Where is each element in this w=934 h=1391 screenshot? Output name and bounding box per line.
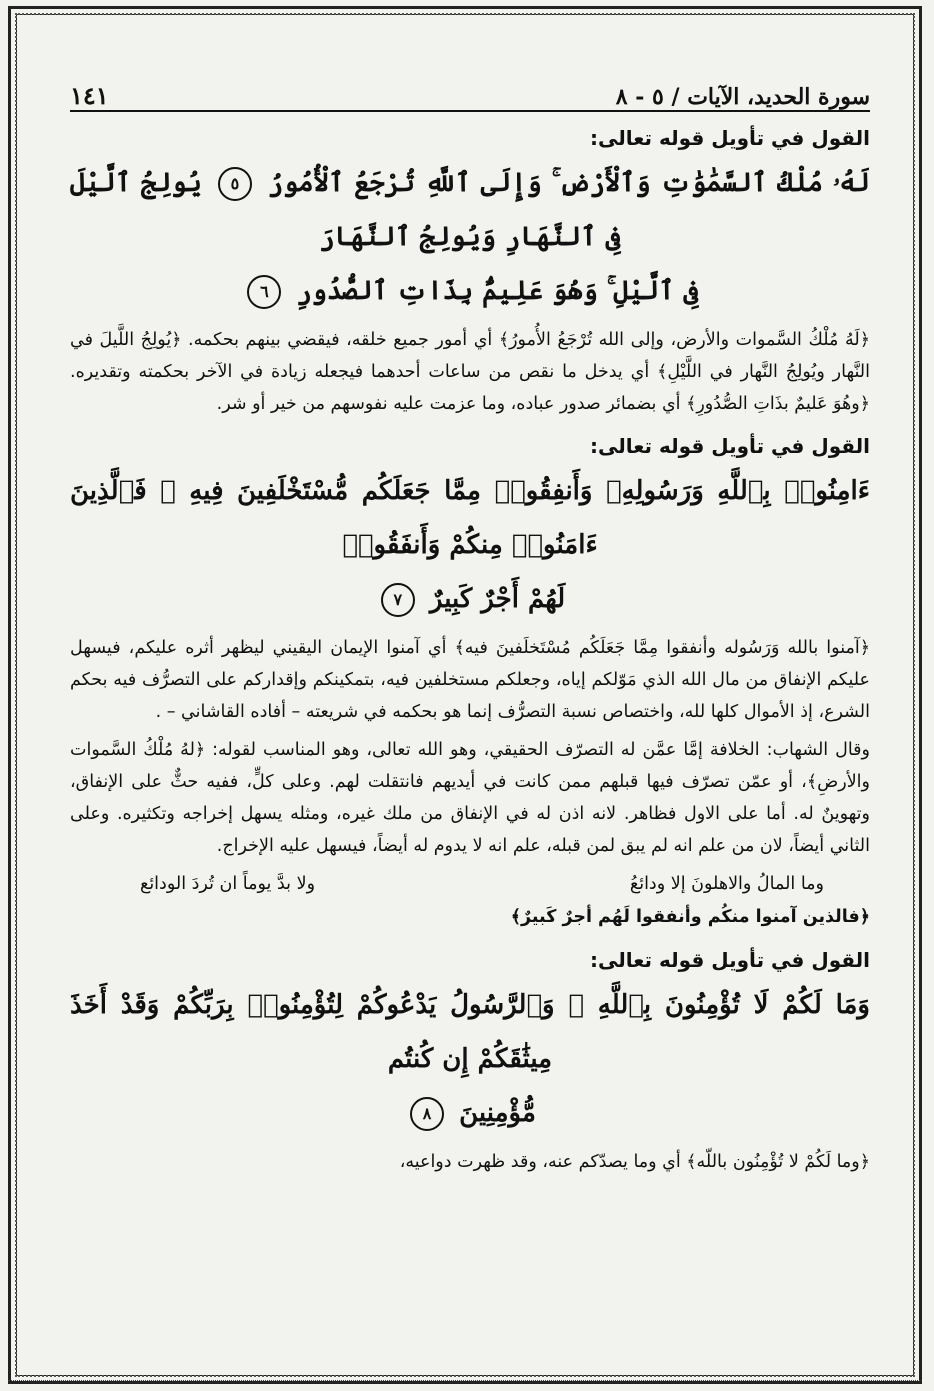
- section-heading: القول في تأويل قوله تعالى:: [590, 434, 870, 458]
- poem-verse: [70, 868, 870, 900]
- quran-verse: [70, 464, 870, 626]
- verse-text: لَهُمْ أَجْرٌ كَبِيرٌ: [429, 584, 566, 614]
- section-heading: القول في تأويل قوله تعالى:: [590, 126, 870, 150]
- verse-number-mark: ٨: [410, 1097, 444, 1131]
- verse-text: ءَامِنُوا۟ بِٱللَّهِ وَرَسُولِهِۦ وَأَنفِقُوا۟ مِمَّا جَعَلَكُم مُّسْتَخْلَفِينَ فِيهِ ۖ فَٱلَّذِينَ ءَامَنُوا۟ مِنكُمْ وَأَنفَقُوا۟: [70, 476, 870, 560]
- quran-verse: [70, 156, 870, 318]
- poem-first-hemistich: وما المالُ والاهلونَ إلا ودائعُ: [629, 874, 824, 894]
- page-content: [70, 62, 870, 1184]
- verse-number-mark: ٥: [218, 167, 252, 201]
- verse-text: وَمَا لَكُمْ لَا تُؤْمِنُونَ بِٱللَّهِ ۙ وَٱلرَّسُولُ يَدْعُوكُمْ لِتُؤْمِنُوا۟ بِرَبِّكُمْ وَقَدْ أَخَذَ مِيثَٰقَكُمْ إِن كُنتُم: [70, 990, 870, 1074]
- verse-number-mark: ٧: [381, 583, 415, 617]
- tafsir-paragraph: ﴿آمنوا بالله وَرَسُوله وأنفقوا مِمَّا جَعَلَكُم مُسْتَخلَفينَ فيه﴾ أي آمنوا الإيمان اليقيني ليظهر أثره عليكم، فيسهل عليكم الإنفاق من مال الله الذي مَوّلكم إياه، وجعلكم مستخلفين فيه، بتمكينكم وإقداركم على التصرُّف فيه بحكم الشرع، إذ الأموال كلها لله، واختصاص نسبة التصرُّف إنما هو بحكمه في شريعته – أفاده القاشاني – .: [70, 638, 870, 722]
- quran-verse: [70, 978, 870, 1140]
- verse-text: لَهُۥ مُلْكُ ٱلسَّمَٰوَٰتِ وَٱلْأَرْضِ ۚ وَإِلَى ٱللَّهِ تُرْجَعُ ٱلْأُمُورُ: [267, 168, 870, 198]
- verse-text: فِى ٱلَّيْلِ ۚ وَهُوَ عَلِيمٌۢ بِذَاتِ ٱلصُّدُورِ: [296, 276, 699, 306]
- tafsir-paragraph: وقال الشهاب: الخلافة إمَّا عمَّن له التصرّف الحقيقي، وهو الله تعالى، وهو المناسب لقوله: ﴿لهُ مُلْكُ السَّموات والأرضِ﴾، أو عمّن تصرّف فيها قبلهم ممن كانت في أيديهم فانتقلت لهم. وعلى كلٍّ، ففيه حثٌّ على الإنفاق، وتهوينٌ له. أما على الاول فظاهر. لانه اذن له في الإنفاق من ملك غيره، ومثله يسهل إخراجه وتكثيره. وعلى الثاني أيضاً، لان من علم انه لم يبق لمن قبله، علم انه لا يدوم له أيضاً، فيسهل عليه الإخراج.: [70, 740, 870, 856]
- bottom-border: [8, 1380, 922, 1385]
- verse-quote: ﴿فالذين آمنوا منكُم وأنفقوا لَهُم أجرٌ كَبيرٌ﴾: [510, 907, 870, 927]
- verse-text: مُّؤْمِنِينَ: [459, 1098, 536, 1128]
- page-number: ١٤١: [70, 81, 109, 110]
- tafsir-paragraph: ﴿وما لَكُمْ لا تُؤْمِنُون باللّه﴾ أي وما يصدّكم عنه، وقد ظهرت دواعيه،: [399, 1152, 870, 1172]
- tafsir-paragraph: ﴿لَهُ مُلْكُ السَّموات والأرض، وإلى الله تُرْجَعُ الأُمورُ﴾ أي أمور جميع خلقه، فيقضي بينهم بحكمه. ﴿يُولِجُ اللَّيلَ في النَّهار ويُولِجُ النَّهار في اللَّيْلِ﴾ أي يدخل ما نقص من ساعات أحدهما فيجعله زيادة في الآخر بحكمته وتقديره. ﴿وهُوَ عَليمٌ بذَاتِ الصُّدُورِ﴾ أي بضمائر صدور عباده، وما عزمت عليه نفوسهم من خير أو شر.: [70, 330, 870, 414]
- section-heading: القول في تأويل قوله تعالى:: [590, 948, 870, 972]
- chapter-title: سورة الحديد، الآيات / ٥ - ٨: [615, 84, 870, 110]
- running-header: [70, 62, 870, 112]
- verse-text: يُولِجُ ٱلَّيْلَ فِى ٱلنَّهَارِ وَيُولِجُ ٱلنَّهَارَ: [70, 168, 621, 252]
- verse-number-mark: ٦: [247, 275, 281, 309]
- poem-second-hemistich: ولا بدَّ يوماً ان تُردَ الودائع: [140, 874, 316, 894]
